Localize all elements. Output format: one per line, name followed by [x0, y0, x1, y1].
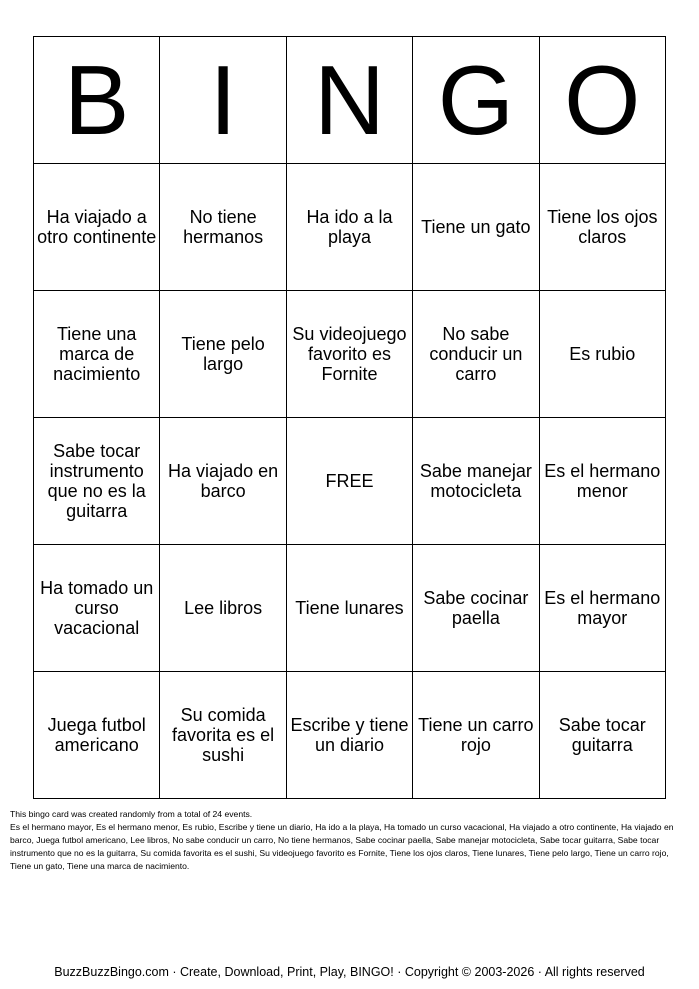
card-cell: Tiene lunares [286, 545, 412, 672]
card-cell: No tiene hermanos [160, 164, 286, 291]
header-letter-g: G [413, 37, 539, 164]
card-cell: Tiene un carro rojo [413, 672, 539, 799]
header-letter-o: O [539, 37, 665, 164]
card-row [34, 545, 666, 672]
card-cell: Es el hermano menor [539, 418, 665, 545]
card-cell: Tiene los ojos claros [539, 164, 665, 291]
header-letter-i: I [160, 37, 286, 164]
card-cell: Sabe cocinar paella [413, 545, 539, 672]
card-cell: Juega futbol americano [34, 672, 160, 799]
card-cell: Sabe tocar guitarra [539, 672, 665, 799]
bingo-card [33, 36, 666, 799]
free-space-cell: FREE [286, 418, 412, 545]
card-row [34, 164, 666, 291]
card-cell: Sabe tocar instrumento que no es la guitarra [34, 418, 160, 545]
card-cell: Tiene una marca de nacimiento [34, 291, 160, 418]
card-cell: No sabe conducir un carro [413, 291, 539, 418]
card-row [34, 672, 666, 799]
header-row [34, 37, 666, 164]
card-cell: Sabe manejar motocicleta [413, 418, 539, 545]
notes-intro: This bingo card was created randomly from a total of 24 events. [10, 809, 253, 819]
card-cell: Su comida favorita es el sushi [160, 672, 286, 799]
card-cell: Tiene pelo largo [160, 291, 286, 418]
card-cell: Escribe y tiene un diario [286, 672, 412, 799]
header-letter-n: N [286, 37, 412, 164]
card-cell: Su videojuego favorito es Fornite [286, 291, 412, 418]
card-row [34, 291, 666, 418]
header-letter-b: B [34, 37, 160, 164]
card-cell: Ha viajado a otro continente [34, 164, 160, 291]
card-cell: Lee libros [160, 545, 286, 672]
card-cell: Ha ido a la playa [286, 164, 412, 291]
card-cell: Ha viajado en barco [160, 418, 286, 545]
card-cell: Ha tomado un curso vacacional [34, 545, 160, 672]
card-cell: Es rubio [539, 291, 665, 418]
card-row [34, 418, 666, 545]
page-footer: BuzzBuzzBingo.com · Create, Download, Print, Play, BINGO! · Copyright © 2003-2026 · All rights reserved [54, 965, 645, 979]
card-cell: Es el hermano mayor [539, 545, 665, 672]
card-notes [10, 808, 690, 873]
card-cell: Tiene un gato [413, 164, 539, 291]
notes-event-list: Es el hermano mayor, Es el hermano menor, Es rubio, Escribe y tiene un diario, Ha ido a la playa, Ha tomado un curso vacacional, Ha viajado a otro continente, Ha viajado en barco, Juega futbol americano, Lee libros, No sabe conducir un carro, No tiene hermanos, Sabe cocinar paella, Sabe manejar motocicleta, Sabe tocar guitarra, Sabe tocar instrumento que no es la guitarra, Su comida favorita es el sushi, Su videojuego favorito es Fornite, Tiene los ojos claros, Tiene lunares, Tiene pelo largo, Tiene un carro rojo, Tiene un gato, Tiene una marca de nacimiento. [10, 822, 674, 871]
